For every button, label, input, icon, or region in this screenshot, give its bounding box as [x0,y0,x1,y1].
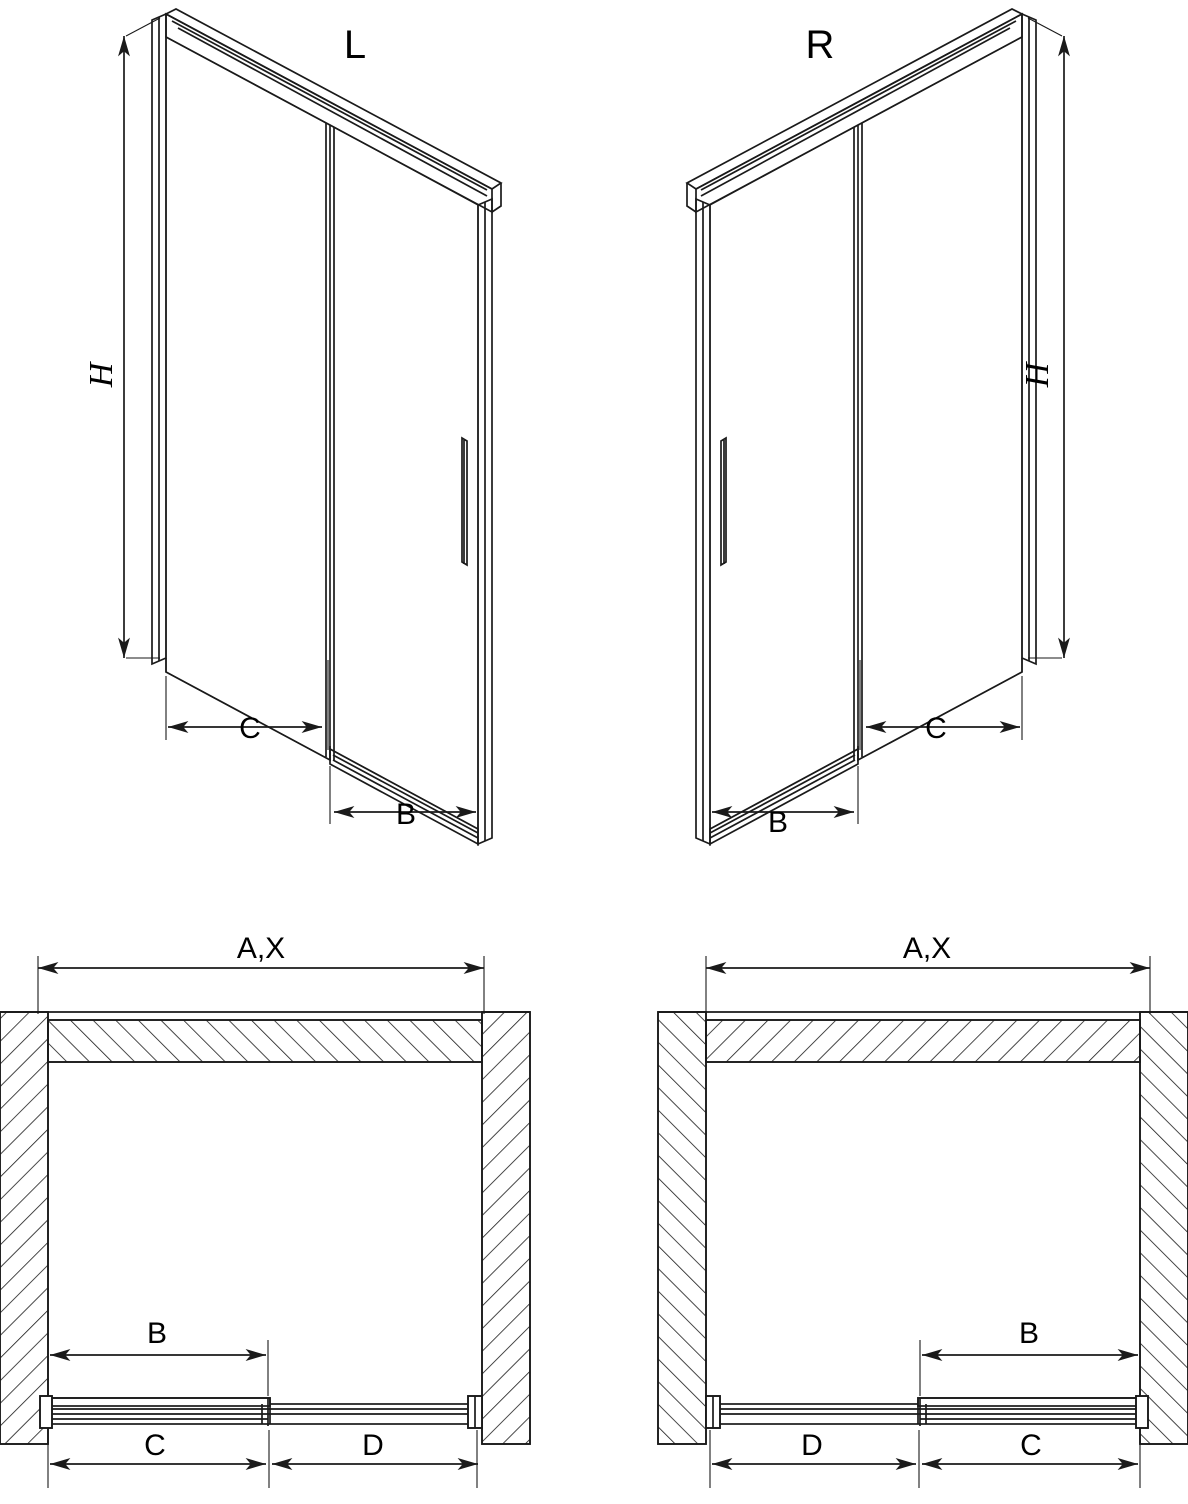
dim-label-C-right-plan: C [1020,1429,1042,1462]
dim-label-B-right-iso: B [767,806,789,839]
plan-view-right [658,956,1188,1488]
dim-label-H-right: H [1019,362,1056,388]
variant-titles [344,23,835,67]
dim-label-B-left-plan: B [146,1317,168,1350]
dim-label-AX-left: A,X [236,932,286,965]
variant-label-R: R [805,23,835,67]
dim-label-H-left: H [83,362,120,388]
dim-label-B-right-plan: B [1018,1317,1040,1350]
plan-view-left [0,956,530,1488]
dim-label-D-right-plan: D [801,1429,823,1462]
dim-label-D-left-plan: D [362,1429,384,1462]
dim-label-AX-right: A,X [902,932,952,965]
iso-view-right [687,9,1064,846]
iso-view-left [124,9,501,846]
dim-label-C-right-iso: C [925,712,947,745]
dim-label-B-left-iso: B [395,798,417,831]
dim-label-C-left-iso: C [239,712,261,745]
variant-label-L: L [343,23,367,67]
dim-label-C-left-plan: C [144,1429,166,1462]
